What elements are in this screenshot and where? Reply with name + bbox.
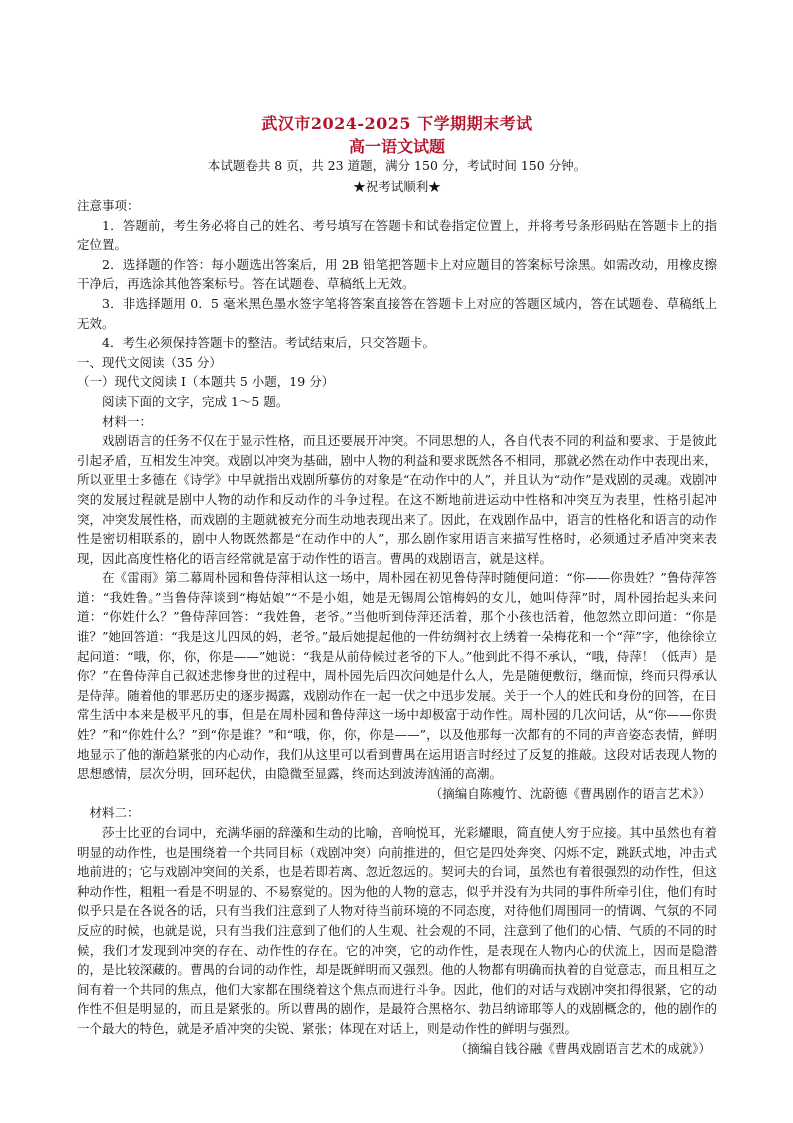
exam-body (77, 196, 717, 1058)
exam-subtitle: 高一语文试题 (348, 137, 445, 156)
material1-paragraph-2: 在《雷雨》第二幕周朴园和鲁侍萍相认这一场中，周朴园在初见鲁侍萍时随便问道：“你——你贵姓？”鲁侍萍答道：“我姓鲁。”当鲁侍萍谈到“梅姑娘”“不是小姐，她是无锡周公馆梅妈的女儿，她叫侍萍”时，周朴园抬起头来问道：“你姓什么？”鲁侍萍回答：“我姓鲁，老爷。”当他听到侍萍还活着，那个小孩也活着，他忽然立即问道：“你是谁？”她回答道：“我是这儿四凤的妈，老爷。”最后她提起他的一件纺绸衬衣上绣着一朵梅花和一个“萍”字，他徐徐立起问道：“哦，你，你，你是——”她说：“我是从前侍候过老爷的下人。”他到此不得不承认，“哦，侍萍！（低声）是你？”在鲁侍萍自己叙述悲惨身世的过程中，周朴园先后四次问她是什么人，先是随便敷衍，继而惊，终而只得承认是侍萍。随着他的罪恶历史的逐步揭露，戏剧动作在一起一伏之中迅步发展。关于一个人的姓氏和身份的回答，在日常生活中本来是极平凡的事，但是在周朴园和鲁侍萍这一场中却极富于动作性。周朴园的几次问话，从“你——你贵姓？”和“你姓什么？”到“你是谁？”和“哦，你，你，你是——”，以及他那每一次都有的不同的声音姿态表情，鲜明地显示了他的渐趋紧张的内心动作，我们从这里可以看到曹禺在运用语言时经过了反复的推敲。这段对话表现人物的思想感情，层次分明，回环起伏，由隐微至显露，终而达到波涛汹涌的高潮。 (77, 570, 717, 782)
exam-title: 武汉市2024-2025 下学期期末考试 (261, 114, 533, 133)
note-item-4: 4．考生必须保持答题卡的整洁。考试结束后，只交答题卡。 (102, 335, 435, 351)
material1-source: （摘编自陈瘦竹、沈蔚德《曹禺剧作的语言艺术》） (429, 785, 711, 801)
subsection-heading: （一）现代文阅读 I（本题共 5 小题，19 分） (77, 374, 335, 390)
material2-label: 材料二： (89, 805, 140, 821)
note-item-2: 2．选择题的作答：每小题选出答案后，用 2B 铅笔把答题卡上对应题目的答案标号涂黑。如需改动，用橡皮擦干净后，再选涂其他答案标号。答在试题卷、草稿纸上无效。 (77, 256, 717, 292)
note-item-1: 1．答题前，考生务必将自己的姓名、考号填写在答题卡和试卷指定位置上，并将考号条形码贴在答题卡上的指定位置。 (77, 217, 717, 253)
material2-paragraph-1: 莎士比亚的台词中，充满华丽的辞藻和生动的比喻，音响悦耳，光彩耀眼，简直使人穷于应接。其中虽然也有着明显的动作性，也是围绕着一个共同目标（戏剧冲突）向前推进的，但它是四处奔突、闪烁不定，跳跃式地，冲击式地前进的；它与戏剧冲突间的关系，也是若即若离、忽近忽远的。契诃夫的台词，虽然也有着很强烈的动作性，但这种动作性，粗粗一看是不明显的、不易察觉的。因为他的人物的意志，似乎并没有为共同的事件所牵引住，他们有时似乎只是在各说各的话，只有当我们注意到了人物对待当前环境的不同态度，对待他们周围同一的情调、气氛的不同反应的时候，也就是说，只有当我们注意到了他们的人生观、社会观的不同，注意到了他们的心情、气质的不同的时候，我们才发现到冲突的存在、动作性的存在。它的冲突，它的动作性，是表现在人物内心的伏流上，因而是隐潜的，是比较深藏的。曹禺的台词的动作性，却是既鲜明而又强烈。他的人物都有明确而执着的自觉意志，而且相互之间有着一个共同的焦点，他们大家都在围绕着这个焦点而进行斗争。因此，他们的对话与戏剧冲突扣得很紧，它的动作性不但是明显的，而且是紧张的。所以曹禺的剧作，是最符合黑格尔、勃吕纳谛耶等人的戏剧概念的，他的剧作的一个最大的特色，就是矛盾冲突的尖锐、紧张；体现在对话上，则是动作性的鲜明与强烈。 (77, 825, 717, 1036)
material1-label: 材料一： (102, 413, 153, 429)
note-item-3: 3．非选择题用 0．5 毫米黑色墨水签字笔将答案直接答在答题卡上对应的答题区域内，答在试题卷、草稿纸上无效。 (77, 295, 717, 331)
material1-paragraph-1: 戏剧语言的任务不仅在于显示性格，而且还要展开冲突。不同思想的人，各自代表不同的利益和要求、于是彼此引起矛盾，互相发生冲突。戏剧以冲突为基础，剧中人物的利益和要求既然各不相同，那就必然在动作中表现出来，所以亚里士多德在《诗学》中早就指出戏剧所摹仿的对象是“在动作中的人”，并且认为“动作”是戏剧的灵魂。戏剧冲突的发展过程就是剧中人物的动作和反动作的斗争过程。在这不断地前进运动中性格和冲突互为表里，性格引起冲突，冲突发展性格，而戏剧的主题就被充分而生动地表现出来了。因此，在戏剧作品中，语言的性格化和语言的动作性是密切相联系的，剧中人物既然都是“在动作中的人”，那么剧作家用语言来描写性格时，必须通过矛盾冲突来表现，因此高度性格化的语言经常就是富于动作性的语言。曹禺的戏剧语言，就是这样。 (77, 433, 717, 566)
material2-source: （摘编自钱谷融《曹禺戏剧语言艺术的成就》） (454, 1040, 711, 1056)
reading-instruction: 阅读下面的文字，完成 1～5 题。 (102, 393, 289, 409)
notes-heading: 注意事项： (77, 198, 140, 213)
section-heading: 一、现代文阅读（35 分） (77, 354, 222, 370)
exam-wish: ★祝考试顺利★ (353, 179, 441, 194)
exam-info: 本试题卷共 8 页，共 23 道题，满分 150 分，考试时间 150 分钟。 (207, 158, 587, 173)
